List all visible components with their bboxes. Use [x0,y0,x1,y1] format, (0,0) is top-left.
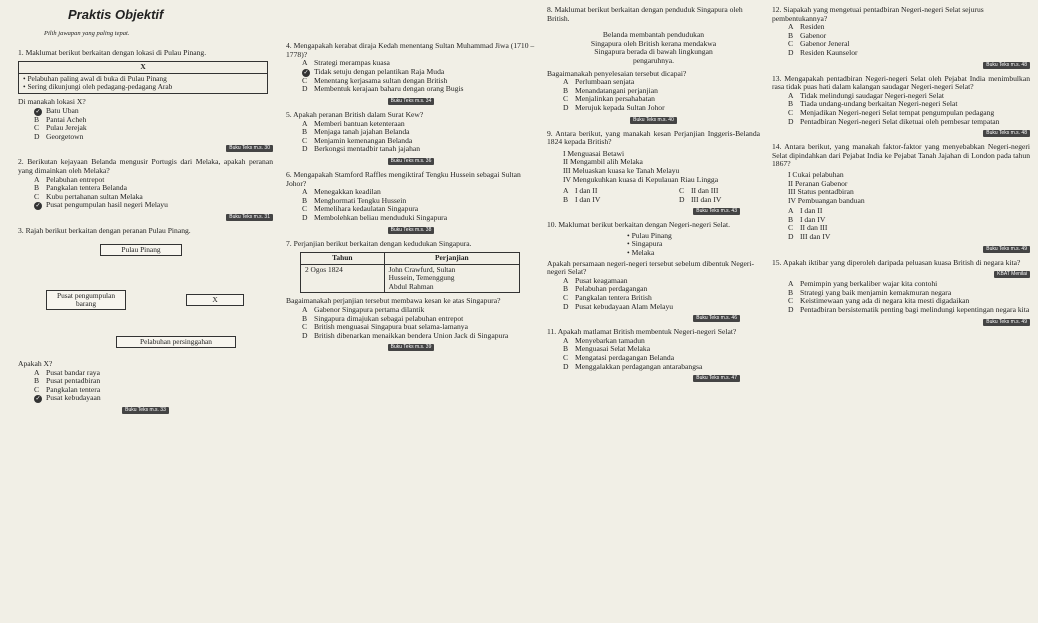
option-c[interactable]: C Pangkalan tentera British [563,293,652,303]
question-4 [286,42,536,105]
question-1-text: 1. Maklumat berikut berkaitan dengan lokasi di Pulau Pinang. [18,47,207,57]
answer-check-icon: ✓ [35,108,41,115]
textbook-badge: Buku Teks m.s. 33 [122,407,169,414]
option-c[interactable]: C II dan III [788,223,828,233]
question-13 [772,75,1030,138]
question-10-prompt: Apakah persamaan negeri-negeri tersebut sebelum dibentuk Negeri-negeri Selat? [547,258,755,277]
option-b[interactable]: B I dan IV [788,214,826,224]
option-a[interactable]: A Menegakkan keadilan [302,187,381,197]
question-8-prompt: Bagaimanakah penyelesaian tersebut dicapai? [547,68,687,78]
option-c[interactable]: C Keistimewaan yang ada di negara kita mesti digadaikan [788,296,970,306]
question-12 [772,6,1030,69]
option-a[interactable]: ✓ Batu Uban [35,105,79,115]
question-5 [286,111,536,165]
question-7-text: 7. Perjanjian berikut berkaitan dengan kedudukan Singapura. [286,238,472,248]
option-d[interactable]: D Menggalakkan perdagangan antarabangsa [563,361,703,371]
option-d[interactable]: D Pusat kebudayaan Alam Melayu [563,301,674,311]
textbook-badge: Buku Teks m.s. 34 [388,98,435,105]
option-b[interactable]: B Tiada undang-undang berkaitan Negeri-negeri Selat [788,99,958,109]
question-2-text: 2. Berikutan kejayaan Belanda mengusir Portugis dari Melaka, apakah peranan yang dimainkan oleh Melaka? [18,157,273,175]
option-a[interactable]: A Gabenor Singapura pertama dilantik [302,305,425,315]
option-d[interactable]: ✓ Pusat kebudayaan [35,393,101,403]
table-cell-year: 2 Ogos 1824 [301,264,385,293]
option-b[interactable]: B Pusat pentadbiran [34,376,101,386]
question-10 [547,221,760,322]
option-c[interactable]: C Kubu pertahanan sultan Melaka [34,191,143,201]
column-1 [18,0,273,416]
question-6-text: 6. Mengapakah Stamford Raffles mengiktiraf Tengku Hussein sebagai Sultan Johor? [286,169,521,188]
option-b[interactable]: B Pantai Acheh [34,114,87,124]
question-1 [18,49,273,153]
column-4 [772,0,1030,328]
page-subtitle: Pilih jawapan yang paling tepat. [44,30,130,37]
question-5-options [302,120,536,154]
option-a[interactable]: A Pelabuhan entrepot [34,174,105,184]
question-14-text: 14. Antara berikut, yang manakah faktor-faktor yang menyebabkan Negeri-negeri Selat dipindahkan dari Pejabat India ke Pejabat Tanah Jajahan di London pada tahun 1867? [772,142,1030,169]
diagram-right-box: X [186,294,244,306]
question-15-text: 15. Apakah iktibar yang diperoleh daripada peluasan kuasa British di negara kita? [772,257,1021,267]
question-11-options [563,337,760,371]
question-3-options [34,369,273,404]
question-9-text: 9. Antara berikut, yang manakah kesan Perjanjian Inggeris-Belanda 1824 kepada British? [547,128,760,147]
question-1-table [18,61,268,94]
textbook-badge: Buku Teks m.s. 40 [630,117,677,124]
question-9-options [563,187,760,204]
option-c[interactable]: C Menjamin kemenangan Belanda [302,135,413,145]
question-8 [547,6,760,124]
option-b[interactable]: B Pelabuhan perdagangan [563,284,648,294]
question-1-options [34,107,273,142]
question-1-table-header: X [19,62,268,74]
question-3-diagram [18,242,273,360]
option-d[interactable]: D Membolehkan beliau menduduki Singapura [302,212,448,222]
table-header-treaty: Perjanjian [384,253,519,265]
option-a[interactable]: A Pemimpin yang berkaliber wajar kita contohi [788,279,938,289]
textbook-badge: Buku Teks m.s. 43 [693,208,740,215]
textbook-badge: Buku Teks m.s. 30 [226,145,273,152]
textbook-badge: Buku Teks m.s. 38 [388,227,435,234]
option-c[interactable]: C Pulau Jerejak [34,123,87,133]
question-11 [547,328,760,382]
question-10-text: 10. Maklumat berikut berkaitan dengan Negeri-negeri Selat. [547,220,731,230]
question-9 [547,130,760,216]
option-a[interactable]: A Residen [788,22,825,32]
table-cell-parties: John Crawfurd, Sultan Hussein, Temenggung Abdul Rahman [384,264,519,293]
option-c[interactable]: C Menentang kerjasama sultan dengan British [302,75,448,85]
textbook-badge: Buku Teks m.s. 48 [983,62,1030,69]
question-11-text: 11. Apakah matlamat British membentuk Negeri-negeri Selat? [547,327,737,337]
option-b[interactable]: B Pangkalan tentera Belanda [34,183,127,193]
question-1-prompt: Di manakah lokasi X? [18,96,86,106]
option-b[interactable]: B Singapura dimajukan sebagai pelabuhan entrepot [302,313,464,323]
question-8-options [563,78,760,112]
option-d[interactable]: D Berkongsi mentadbir tanah jajahan [302,144,421,154]
diagram-left-box: Pusat pengumpulan barang [46,290,126,310]
option-c[interactable]: C Gabenor Jeneral [788,39,850,49]
option-d[interactable]: D III dan IV [678,194,722,204]
question-2-options [34,176,273,211]
textbook-badge: Buku Teks m.s. 49 [983,246,1030,253]
question-9-items: I Menguasai Betawi II Mengambil alih Melaka III Meluaskan kuasa ke Tanah Melayu IV Mengukuhkan kuasa di Kepulauan Riau Lingga [563,148,719,184]
option-a[interactable]: A I dan II [788,206,823,216]
question-7-prompt: Bagaimanakah perjanjian tersebut membawa kesan ke atas Singapura? [286,296,501,306]
option-d[interactable]: D Pentadbiran bersistematik penting bagi melindungi kepentingan negara kita [788,305,1030,315]
option-b[interactable]: ✓ Tidak setuju dengan pelantikan Raja Muda [303,66,445,76]
option-d[interactable]: D Membentuk kerajaan baharu dengan orang Bugis [302,84,464,94]
question-3 [18,227,273,414]
kbat-badge: KBAT Menilai [994,271,1030,278]
question-12-text: 12. Siapakah yang mengetuai pentadbiran Negeri-negeri Selat sejurus pembentukannya? [772,5,984,23]
option-a[interactable]: A Perlumbaan senjata [563,77,635,87]
option-b[interactable]: B Menghormati Tengku Hussein [302,195,407,205]
option-d[interactable]: D III dan IV [788,232,831,242]
option-d[interactable]: D Residen Kaunselor [788,47,858,57]
question-10-options [563,277,760,311]
question-7-options [302,306,536,340]
option-d[interactable]: D Merujuk kepada Sultan Johor [563,102,665,112]
question-7-table [300,252,520,293]
question-15-options [788,280,1030,314]
option-b[interactable]: B Menandatangani perjanjian [563,85,658,95]
answer-check-icon: ✓ [303,69,309,76]
option-b[interactable]: B Menguasai Selat Melaka [563,344,651,354]
option-b[interactable]: B I dan IV [563,194,601,204]
option-a[interactable]: A Memberi bantuan ketenteraan [302,118,405,128]
option-d[interactable]: D Georgetown [34,131,84,141]
option-b[interactable]: B Strategi yang baik menjamin kemakmuran negara [788,287,952,297]
option-a[interactable]: A I dan II [563,186,598,196]
option-c[interactable]: C Menjadikan Negeri-negeri Selat tempat pengumpulan pedagang [788,107,995,117]
question-13-text: 13. Mengapakah pentadbiran Negeri-negeri Selat oleh Pejabat India menimbulkan rasa tidak puas hati dalam kalangan saudagar Negeri-negeri Selat? [772,73,1030,92]
option-a[interactable]: A Menyebarkan tamadun [563,335,645,345]
option-a[interactable]: A Strategi merampas kuasa [302,58,390,68]
question-8-info: Belanda membantah pendudukan Singapura oleh British kerana mendakwa Singapura berada di bawah lingkungan pengaruhnya. [590,30,717,65]
question-2 [18,158,273,221]
textbook-badge: Buku Teks m.s. 31 [226,214,273,221]
textbook-badge: Buku Teks m.s. 39 [388,344,435,351]
answer-check-icon: ✓ [35,203,41,210]
option-b[interactable]: B Menjaga tanah jajahan Belanda [302,127,410,137]
option-c[interactable]: C Memelihara kedaulatan Singapura [302,204,419,214]
option-c[interactable]: C Pangkalan tentera [34,384,101,394]
option-d[interactable]: ✓ Pusat pengumpulan hasil negeri Melayu [35,200,168,210]
question-7 [286,240,536,352]
option-a[interactable]: A Pusat keagamaan [563,275,628,285]
option-d[interactable]: D British dibenarkan menaikkan bendera Union Jack di Singapura [302,330,509,340]
question-3-text: 3. Rajah berikut berkaitan dengan peranan Pulau Pinang. [18,226,191,236]
question-1-row: • Pelabuhan paling awal di buka di Pulau Pinang • Sering dikunjungi oleh pedagang-pedagang Arab [19,73,268,93]
answer-check-icon: ✓ [35,396,41,403]
question-6 [286,171,536,234]
option-c[interactable]: C Menjalinkan persahabatan [563,94,655,104]
option-b[interactable]: B Gabenor [788,30,827,40]
option-c[interactable]: C Mengatasi perdagangan Belanda [563,353,675,362]
table-header-year: Tahun [301,253,385,265]
diagram-center-box: Pulau Pinang [100,244,182,256]
question-4-options [302,59,536,94]
option-c[interactable]: C British menguasai Singapura buat selama-lamanya [302,322,468,332]
question-3-prompt: Apakah X? [18,358,53,368]
column-3 [547,0,760,384]
textbook-badge: Buku Teks m.s. 48 [983,130,1030,137]
question-8-text: 8. Maklumat berikut berkaitan dengan penduduk Singapura oleh British. [547,5,743,23]
page-title: Praktis Objektif [68,7,164,22]
textbook-badge: Buku Teks m.s. 49 [983,319,1030,326]
question-6-options [302,188,536,222]
question-5-text: 5. Apakah peranan British dalam Surat Kew? [286,109,424,119]
question-4-text: 4. Mengapakah kerabat diraja Kedah menentang Sultan Muhammad Jiwa (1710 – 1778)? [286,41,535,59]
question-10-bullets: • Pulau Pinang • Singapura • Melaka [627,232,760,258]
question-15 [772,259,1030,326]
column-2 [286,0,536,353]
question-14-options [788,207,1030,241]
textbook-badge: Buku Teks m.s. 36 [388,158,435,165]
question-12-options [788,23,1030,57]
option-d[interactable]: D Pentadbiran Negeri-negeri Selat diketuai oleh pembesar tempatan [788,116,1000,126]
textbook-badge: Buku Teks m.s. 47 [693,375,740,382]
question-13-options [788,92,1030,126]
diagram-bottom-box: Pelabuhan persinggahan [116,336,236,348]
option-c[interactable]: C II dan III [678,186,719,196]
option-a[interactable]: A Pusat bandar raya [34,367,100,377]
option-a[interactable]: A Tidak melindungi saudagar Negeri-negeri Selat [788,90,944,100]
question-14 [772,143,1030,253]
textbook-badge: Buku Teks m.s. 46 [693,315,740,322]
question-14-items: I Cukai pelabuhan II Peranan Gabenor III Status pentadbiran IV Pembuangan banduan [788,169,865,205]
